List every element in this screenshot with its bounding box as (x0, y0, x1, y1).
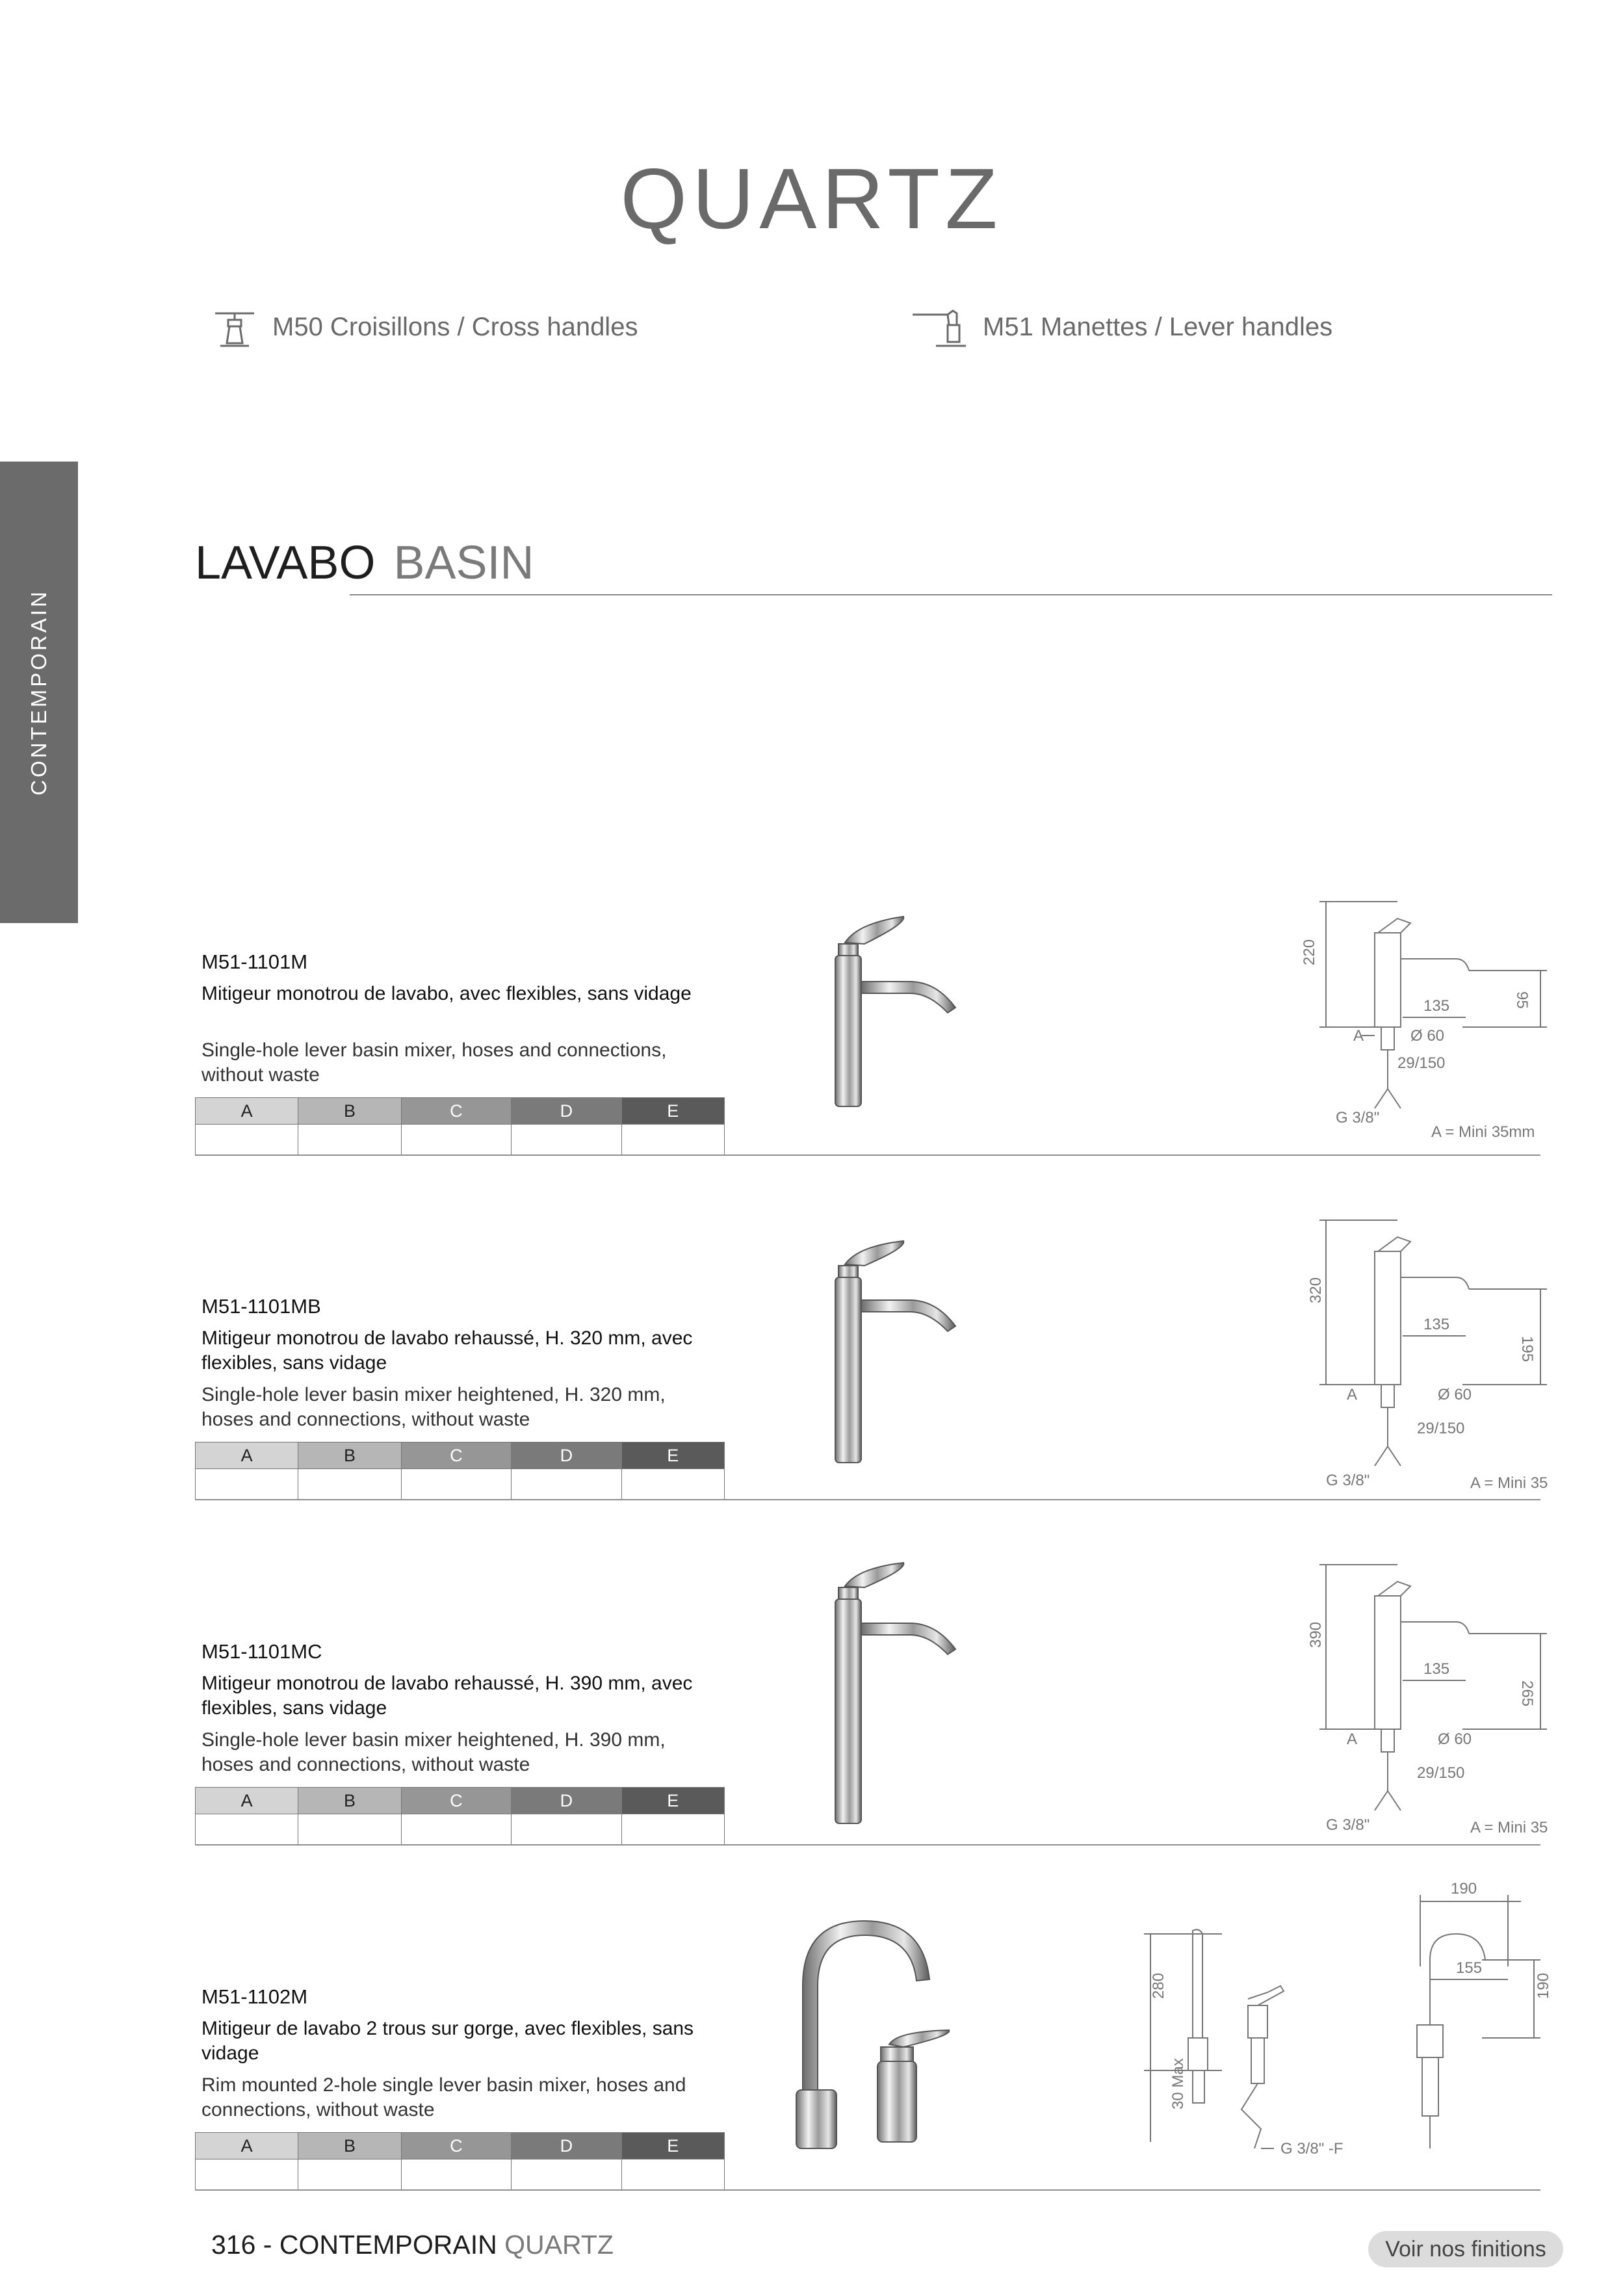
finish-col-d: D (512, 2133, 622, 2159)
dim-height: 320 (1307, 1277, 1325, 1303)
dim-reach: 135 (1423, 997, 1450, 1015)
finish-cell[interactable] (298, 2159, 401, 2190)
finish-cell[interactable] (512, 2159, 622, 2190)
product-4-tech-drawing (1118, 1875, 1560, 2181)
dim-thread: G 3/8" (1336, 1109, 1380, 1127)
dim-note: A = Mini 35 (1470, 1474, 1548, 1492)
dim-top-width: 190 (1451, 1880, 1477, 1898)
brand-title: QUARTZ (620, 151, 1003, 246)
dim-thread: G 3/8" (1326, 1816, 1370, 1834)
dim-height: 390 (1307, 1621, 1325, 1648)
dim-height: 280 (1150, 1972, 1167, 1999)
dim-a: A (1347, 1386, 1358, 1403)
product-4-desc-en: Rim mounted 2-hole single lever basin mixer, hoses and connections, without waste (201, 2074, 686, 2120)
section-title-fr: LAVABO (195, 537, 376, 589)
product-3-tech-drawing (1300, 1557, 1560, 1843)
finish-cell[interactable] (621, 1469, 724, 1500)
finish-col-b: B (298, 1788, 401, 1814)
lever-handle-icon (910, 306, 968, 348)
product-3-ref: M51-1101MC (201, 1640, 322, 1663)
dim-note: A = Mini 35mm (1431, 1123, 1535, 1141)
footer (211, 2230, 614, 2260)
product-2-tech-drawing (1300, 1212, 1560, 1498)
finish-cell[interactable] (621, 1125, 724, 1155)
dim-reach: 135 (1423, 1660, 1450, 1678)
finish-cell[interactable] (512, 1469, 622, 1500)
product-3-finish-table (195, 1787, 725, 1845)
finish-cell[interactable] (621, 1814, 724, 1845)
finish-cell[interactable] (298, 1814, 401, 1845)
finish-cell[interactable] (401, 1469, 512, 1500)
handle-legend-cross (211, 306, 638, 348)
see-finishes-button[interactable]: Voir nos finitions (1368, 2231, 1563, 2267)
row-divider (195, 1844, 1540, 1846)
product-1-image (741, 904, 1014, 1112)
footer-collection: QUARTZ (504, 2230, 614, 2260)
finish-cell[interactable] (298, 1469, 401, 1500)
product-4-desc-fr: Mitigeur de lavabo 2 trous sur gorge, avec flexibles, sans vidage (201, 2018, 694, 2064)
footer-page: 316 - CONTEMPORAIN (211, 2230, 497, 2260)
section-divider (350, 594, 1552, 595)
product-4-ref: M51-1102M (201, 1985, 308, 2008)
finish-col-a: A (196, 2133, 298, 2159)
finish-cell[interactable] (298, 1125, 401, 1155)
section-title (195, 536, 534, 590)
dim-hole: 29/150 (1397, 1054, 1446, 1072)
product-1-tech-drawing (1300, 894, 1560, 1141)
finish-col-c: C (401, 2133, 512, 2159)
product-1-desc-en: Single-hole lever basin mixer, hoses and connections, without waste (201, 1039, 667, 1086)
finish-col-e: E (621, 1788, 724, 1814)
dim-reach: 155 (1456, 1959, 1483, 1977)
finish-cell[interactable] (196, 1125, 298, 1155)
finish-cell[interactable] (196, 1814, 298, 1845)
product-1-desc-fr: Mitigeur monotrou de lavabo, avec flexibles, sans vidage (201, 983, 692, 1004)
finish-cell[interactable] (512, 1125, 622, 1155)
finish-cell[interactable] (401, 2159, 512, 2190)
finish-col-d: D (512, 1788, 622, 1814)
section-title-en: BASIN (393, 537, 534, 589)
finish-col-e: E (621, 1442, 724, 1469)
product-3-desc-en: Single-hole lever basin mixer heightened, H. 390 mm, hoses and connections, without waste (201, 1729, 666, 1775)
row-divider (195, 1499, 1540, 1500)
finish-col-c: C (401, 1788, 512, 1814)
finish-cell[interactable] (401, 1814, 512, 1845)
product-1-finish-table (195, 1097, 725, 1155)
dim-hole: 29/150 (1417, 1420, 1465, 1437)
dim-spout: 95 (1513, 991, 1531, 1009)
finish-col-d: D (512, 1098, 622, 1125)
dim-thread: G 3/8" (1326, 1472, 1370, 1489)
finish-col-c: C (401, 1442, 512, 1469)
row-divider (195, 2189, 1540, 2191)
dim-note: A = Mini 35 (1470, 1819, 1548, 1836)
handle-legend-lever-label: M51 Manettes / Lever handles (983, 312, 1333, 341)
dim-a: A (1353, 1027, 1364, 1045)
finish-cell[interactable] (621, 2159, 724, 2190)
product-4-image (741, 1908, 1014, 2155)
product-4-finish-table (195, 2132, 725, 2190)
product-2-image (741, 1232, 1014, 1466)
dim-reach: 135 (1423, 1316, 1450, 1333)
finish-col-a: A (196, 1788, 298, 1814)
product-2-ref: M51-1101MB (201, 1295, 321, 1318)
finish-col-e: E (621, 1098, 724, 1125)
product-1-ref: M51-1101M (201, 950, 308, 973)
dim-hole: 29/150 (1417, 1764, 1465, 1782)
product-3-image (741, 1555, 1014, 1828)
finish-cell[interactable] (196, 1469, 298, 1500)
row-divider (195, 1155, 1540, 1156)
dim-spout: 265 (1518, 1680, 1536, 1707)
dim-spout: 190 (1535, 1972, 1552, 1999)
dim-base: Ø 60 (1438, 1730, 1472, 1748)
dim-base: Ø 60 (1438, 1386, 1472, 1403)
dim-max: 30 Max (1169, 2058, 1187, 2109)
finish-col-c: C (401, 1098, 512, 1125)
finish-col-d: D (512, 1442, 622, 1469)
finish-col-b: B (298, 1098, 401, 1125)
side-tab[interactable] (0, 462, 78, 923)
finish-cell[interactable] (512, 1814, 622, 1845)
dim-spout: 195 (1518, 1336, 1536, 1363)
handle-legend-cross-label: M50 Croisillons / Cross handles (272, 312, 638, 341)
product-2-finish-table (195, 1442, 725, 1500)
product-2-desc-en: Single-hole lever basin mixer heightened, H. 320 mm, hoses and connections, without waste (201, 1384, 666, 1430)
finish-col-e: E (621, 2133, 724, 2159)
product-2-desc-fr: Mitigeur monotrou de lavabo rehaussé, H. 320 mm, avec flexibles, sans vidage (201, 1327, 693, 1374)
finish-col-b: B (298, 1442, 401, 1469)
finish-cell[interactable] (196, 2159, 298, 2190)
finish-col-a: A (196, 1098, 298, 1125)
side-tab-label: CONTEMPORAIN (27, 589, 51, 796)
cross-handle-icon (211, 306, 258, 348)
handle-legend-lever (910, 306, 1332, 348)
finish-col-a: A (196, 1442, 298, 1469)
finish-col-b: B (298, 2133, 401, 2159)
product-3-desc-fr: Mitigeur monotrou de lavabo rehaussé, H. 390 mm, avec flexibles, sans vidage (201, 1673, 693, 1719)
dim-a: A (1347, 1730, 1358, 1748)
dim-base: Ø 60 (1410, 1027, 1445, 1045)
finish-cell[interactable] (401, 1125, 512, 1155)
dim-thread: G 3/8" -F (1280, 2140, 1344, 2158)
dim-height: 220 (1301, 939, 1318, 965)
